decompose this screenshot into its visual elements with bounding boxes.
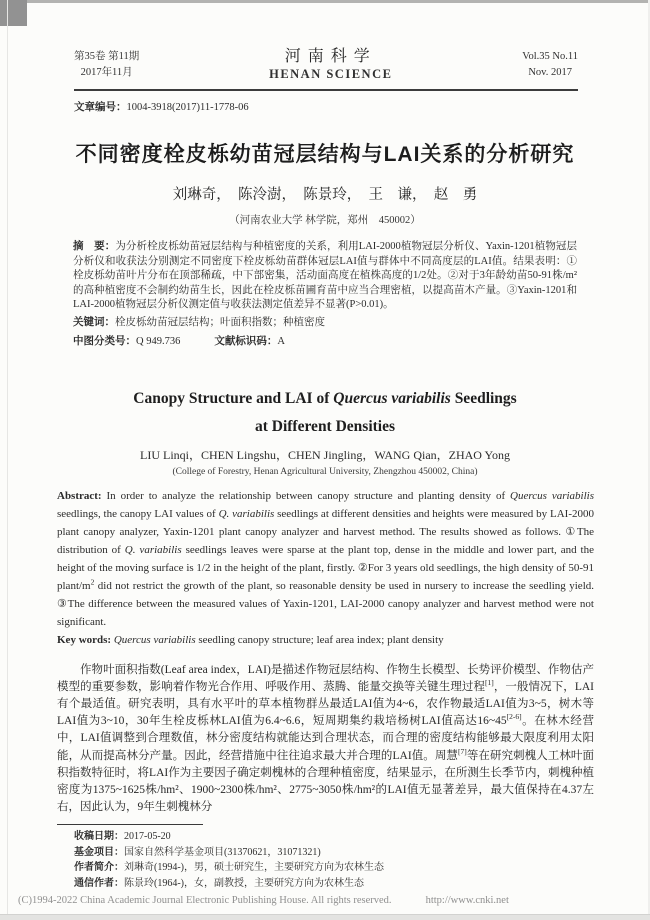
introduction-paragraph: 作物叶面积指数(Leaf area index，LAI)是描述作物冠层结构、作物生长模型、长势评价模型、作物估产模型的重要参数，影响着作物光合作用、呼吸作用、蒸腾、能量交换等关键生理过程[1]，一般情况下，LAI有个最适值。研究表明，具有水平叶的草本植物群丛最适LAI值为4~6，农作物最适LAI值为3~5，树木等LAI值为3~10，30年生栓皮栎林LAI值为6.4~6.6，短周期集约栽培杨树LAI值高达16~45[2-6]。在林木经营中，LAI值调整到合理数值，林分密度结构就能达到合理状态，而合理的密度结构能够最大限度利用太阳能，从而提高林分产量。因此，经营措施中往往追求最大并合理的LAI值。周慧[7]等在研究刺槐人工林叶面积指数特征时，将LAI作为主要因子确定刺槐林的合理种植密度，结果显示，在所测生长季节内，刺槐种植密度为1375~1625株/hm²、1900~2300株/hm²、2775~3050株/hm²的LAI值无显著差异，最大值保持在4.37左右，因此认为，9年生刺槐林分 bbox=[57, 663, 595, 814]
scan-edge-left bbox=[7, 0, 8, 920]
footnote-label: 收稿日期： bbox=[74, 831, 124, 843]
footnote-fund-project bbox=[74, 845, 590, 861]
footnote-text: 陈景玲(1964-)，女，副教授，主要研究方向为农林生态 bbox=[124, 877, 364, 889]
doc-code-label: 文献标识码： bbox=[214, 334, 278, 347]
footnote-label: 通信作者： bbox=[74, 877, 124, 889]
volume-issue-cn: 第35卷 第11期 bbox=[74, 51, 140, 62]
clc-value: Q 949.736 bbox=[136, 335, 181, 347]
footnote-text: 国家自然科学基金项目(31370621，31071321) bbox=[124, 846, 321, 858]
keywords-cn-label: 关键词： bbox=[73, 315, 115, 328]
abstract-en: Abstract: In order to analyze the relationship between canopy structure and planting density of Quercus variabilis seedlings, the canopy LAI values of Q. variabilis seedlings at different densities and heights were measured by LAI-2000 plant canopy analyzer, Yaxin-1201 plant canopy analyzer and harvest method. The results showed as follows. ①The distribution of Q. variabilis seedlings leaves were sparse at the plant top, dense in the middle and lower part, and the height of the moving surface is 1/2 in the height of the plant, firstly. ②For 3 years old seedlings, the high density of 50-91 plant/$m^2$ did not restrict the growth of the plant, so reasonable density be used in nursery to increase the seedling yield. ③The difference between the measured values of Yaxin-1201, LAI-2000 canopy analyzer and harvest method were not significant. bbox=[57, 489, 594, 628]
footnote-text: 刘琳奇(1994-)，男，硕士研究生，主要研究方向为农林生态 bbox=[124, 862, 384, 874]
paper-title-en-line1: Canopy Structure and LAI of Quercus variabilis Seedlings bbox=[133, 389, 517, 407]
keywords-cn-text: 栓皮栎幼苗冠层结构；叶面积指数；种植密度 bbox=[115, 316, 325, 328]
masthead-right-column bbox=[522, 49, 578, 81]
journal-masthead bbox=[74, 48, 578, 91]
scan-edge-bottom bbox=[0, 914, 650, 920]
masthead-left-column bbox=[74, 49, 139, 81]
journal-title-en: HENAN SCIENCE bbox=[269, 67, 393, 81]
article-number-label: 文章编号： bbox=[74, 101, 127, 113]
classification-line bbox=[73, 334, 577, 349]
footnote-label: 基金项目： bbox=[74, 846, 124, 858]
affiliation-cn: （河南农业大学 林学院，郑州 450002） bbox=[229, 215, 421, 226]
cnki-copyright-footer bbox=[18, 895, 509, 906]
volume-issue-en: Vol.35 No.11 bbox=[522, 51, 578, 62]
authors-en: LIU Linqi，CHEN Lingshu，CHEN Jingling，WANG Qian，ZHAO Yong bbox=[140, 447, 510, 462]
footnote-corresponding-author bbox=[74, 876, 590, 892]
clc-label: 中图分类号： bbox=[73, 334, 136, 347]
footnote-divider bbox=[57, 824, 203, 825]
footnote-label: 作者简介： bbox=[74, 862, 124, 874]
article-number-line bbox=[74, 99, 578, 114]
paper-title-en-line2: at Different Densities bbox=[254, 417, 396, 435]
abstract-cn-text: 为分析栓皮栎幼苗冠层结构与种植密度的关系，利用LAI-2000植物冠层分析仪、Yaxin-1201植物冠层分析仪和收获法分别测定不同密度下栓皮栎幼苗群体冠层LAI值与群体中不同高度层的LAI值。结果表明：①栓皮栎幼苗叶片分布在顶部稀疏，中下部密集，活动面高度在植株高度的1/2处。②对于3年龄幼苗50-91株/m²的高种植密度不会制约幼苗生长，因此在栓皮栎苗圃育苗中应当合理密植，以提高苗木产量。③Yaxin-1201和LAI-2000植物冠层分析仪测定值与收获法测定值差异不显著(P>0.01)。 bbox=[73, 241, 577, 310]
abstract-cn-label: 摘 要： bbox=[73, 240, 116, 252]
affiliation-en: (College of Forestry, Henan Agricultural University, Zhengzhou 450002, China) bbox=[172, 466, 478, 477]
paper-title-en bbox=[40, 385, 610, 441]
scan-corner-mark bbox=[0, 0, 27, 26]
copyright-text: (C)1994-2022 China Academic Journal Electronic Publishing House. All rights reserved. bbox=[18, 895, 392, 906]
authors-cn: 刘琳奇， 陈泠澍， 陈景玲， 王 谦， 赵 勇 bbox=[172, 187, 478, 203]
footnote-author-bio bbox=[74, 860, 590, 876]
abstract-cn bbox=[73, 239, 577, 313]
publication-date-cn: 2017年11月 bbox=[80, 67, 133, 78]
keywords-en: Key words: Quercus variabilis seedling canopy structure; leaf area index; plant density bbox=[57, 633, 444, 646]
journal-title-cn: 河南科学 bbox=[284, 48, 377, 65]
publication-date-en: Nov. 2017 bbox=[528, 67, 572, 78]
footnotes-block bbox=[74, 829, 590, 891]
scan-edge-top bbox=[0, 0, 650, 3]
masthead-center-column bbox=[269, 48, 392, 82]
keywords-cn bbox=[73, 315, 577, 330]
footnote-received-date bbox=[74, 829, 590, 845]
footnote-text: 2017-05-20 bbox=[124, 831, 171, 843]
paper-title-cn: 不同密度栓皮栎幼苗冠层结构与LAI关系的分析研究 bbox=[75, 143, 575, 166]
cnki-url: http://www.cnki.net bbox=[425, 895, 509, 906]
doc-code-value: A bbox=[277, 335, 285, 347]
article-number-value: 1004-3918(2017)11-1778-06 bbox=[126, 102, 249, 113]
